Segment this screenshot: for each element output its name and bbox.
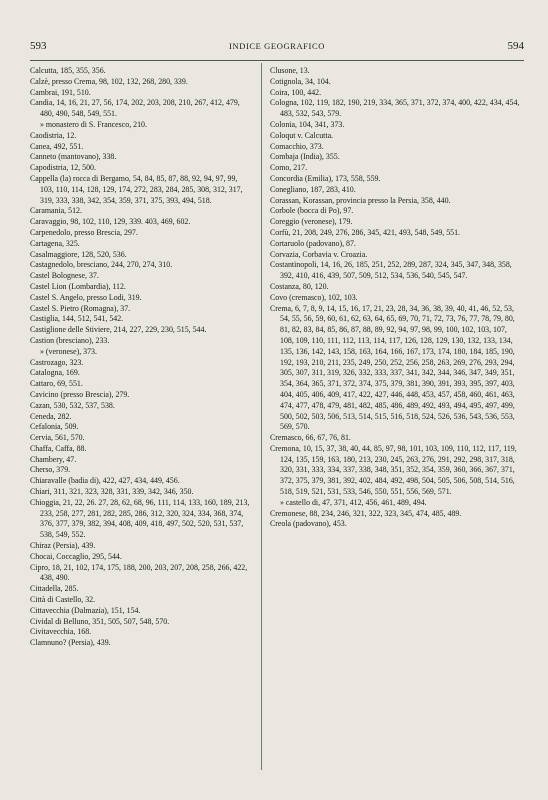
- index-entry: Capodistria, 12, 500.: [30, 163, 96, 173]
- index-entry: Castel S. Pietro (Romagna), 37.: [30, 303, 131, 313]
- index-entry: Cambrai, 191, 510.: [30, 87, 91, 97]
- index-entry: Cipro, 18, 21, 102, 174, 175, 188, 200, 203, 207, 208, 258, 266, 422, 438, 490.: [30, 562, 248, 583]
- index-entry: Crema, 6, 7, 8, 9, 14, 15, 16, 17, 21, 23, 28, 34, 36, 38, 39, 40, 41, 46, 52, 53, 54, 55, 56, 59, 60, 61, 62, 63, 64, 65, 69, 70, 71, 72, 73, 76, 77, 78, 79, 80, 81, 82, 83, 84, 85, 86, 87, 88, 89, 92, 94, 97, 98, 99, 100, 102, 103, 107, 108, 109, 110, 111, 112, 113, 114, 117, 126, 128, 129, 130, 132, 133, 134, 135, 136, 142, 143, 158, 163, 164, 166, 167, 173, 174, 180, 184, 185, 190, 192, 193, 210, 211, 235, 249, 250, 252, 256, 258, 263, 269, 276, 293, 294, 305, 307, 311, 319, 326, 332, 333, 337, 341, 342, 344, 346, 347, 349, 351, 354, 364, 365, 371, 372, 374, 375, 379, 381, 390, 391, 393, 395, 397, 403, 404, 405, 406, 409, 417, 422, 427, 446, 448, 453, 457, 458, 460, 461, 463, 474, 477, 478, 479, 481, 482, 485, 486, 489, 492, 493, 494, 495, 497, 499, 500, 502, 503, 506, 513, 514, 515, 516, 518, 524, 526, 536, 543, 536, 553, 569, 570.: [270, 303, 515, 432]
- index-entry: Colonia, 104, 341, 373.: [270, 119, 345, 129]
- index-entry: Cremonese, 88, 234, 246, 321, 322, 323, 345, 474, 485, 489.: [270, 508, 462, 518]
- index-entry: Cavicino (presso Brescia), 279.: [30, 389, 130, 399]
- header-rule: [30, 60, 524, 61]
- index-entry: Castagnedolo, bresciano, 244, 270, 274, 310.: [30, 260, 173, 270]
- index-entry: Chioggia, 21, 22, 26. 27, 28, 62, 68, 96, 111, 114, 133, 160, 189, 213, 233, 258, 277, 281, 282, 285, 286, 312, 320, 324, 334, 368, 374, 376, 377, 379, 382, 394, 408, 409, 418, 497, 502, 520, 531, 537, 538, 549, 552.: [30, 497, 250, 540]
- index-entry: Castel Bolognese, 37.: [30, 271, 99, 281]
- index-entry: Castrozago, 323.: [30, 357, 84, 367]
- index-entry: Città di Castello, 32.: [30, 595, 96, 605]
- index-entry: Carpenedolo, presso Brescia, 297.: [30, 227, 138, 237]
- index-entry: Cittavecchia (Dalmazia), 151, 154.: [30, 605, 141, 615]
- index-entry: Cremona, 10, 15, 37, 38, 40, 44, 85, 97, 98, 101, 103, 109, 110, 112, 117, 119, 124, 135, 159, 163, 180, 213, 230, 245, 263, 276, 291, 292, 298, 317, 318, 320, 331, 333, 334, 337, 338, 348, 351, 352, 354, 359, 360, 366, 367, 371, 372, 375, 379, 381, 392, 402, 484, 492, 498, 504, 505, 506, 508, 514, 516, 518, 519, 521, 531, 533, 546, 550, 551, 556, 569, 571.: [270, 443, 517, 497]
- index-entry: Cittadella, 285.: [30, 584, 79, 594]
- index-entry: Castel Lion (Lombardia), 112.: [30, 281, 126, 291]
- index-entry: Ceneda, 282.: [30, 411, 72, 421]
- index-entry: Calcutta, 185, 355, 356.: [30, 66, 106, 75]
- index-entry: Corbole (bocca di Po), 97.: [270, 206, 354, 216]
- left-index-column: [30, 66, 252, 649]
- index-entry: Cervia, 561, 570.: [30, 433, 85, 443]
- index-entry: Castel S. Angelo, presso Lodi, 319.: [30, 292, 142, 302]
- index-entry: Casalmaggiore, 128, 520, 536.: [30, 249, 127, 259]
- index-entry: Combaja (India), 355.: [270, 152, 340, 162]
- index-entry: Coira, 100, 442.: [270, 87, 322, 97]
- index-entry: Chiaravalle (badia di), 422, 427, 434, 449, 456.: [30, 476, 180, 486]
- index-entry: Cartagena, 325.: [30, 238, 80, 248]
- index-entry: Chiari, 311, 321, 323, 328, 331, 339, 342, 346, 350.: [30, 487, 194, 497]
- index-entry: Cotignola, 34, 104.: [270, 76, 331, 86]
- index-entry: Calzè, presso Crema, 98, 102, 132, 268, 280, 339.: [30, 76, 188, 86]
- index-entry: Clusone, 13.: [270, 66, 310, 75]
- index-entry: Chiraz (Persia), 439.: [30, 541, 96, 551]
- index-entry: Caravaggio, 98, 102, 110, 129, 339. 403, 469, 602.: [30, 217, 191, 227]
- index-subentry: » castello di, 47, 371, 412, 456, 461, 489, 494.: [280, 497, 427, 507]
- index-entry: Coreggio (veronese), 179.: [270, 217, 353, 227]
- index-entry: Costanza, 80, 120.: [270, 281, 329, 291]
- index-entry: Candia, 14, 16, 21, 27, 56, 174, 202, 203, 208, 210, 267, 412, 479, 480, 490, 548, 549, 551.: [30, 98, 240, 119]
- running-title: INDICE GEOGRAFICO: [229, 41, 325, 51]
- index-entry: Cattaro, 69, 551.: [30, 379, 83, 389]
- index-entry: Castiglione delle Stiviere, 214, 227, 229, 230, 515, 544.: [30, 325, 207, 335]
- index-entry: Caramania, 512.: [30, 206, 82, 216]
- index-entry: Corvazia, Corbavia v. Croazia.: [270, 249, 368, 259]
- right-page-number: 594: [507, 40, 524, 52]
- index-entry: Canneto (mantovano), 338.: [30, 152, 117, 162]
- index-entry: Cologna, 102, 119, 182, 190, 219, 334, 365, 371, 372, 374, 400, 422, 434, 454, 483, 532, 543, 579.: [270, 98, 520, 119]
- index-entry: Canea, 492, 551.: [30, 141, 84, 151]
- index-entry: Como, 217.: [270, 163, 308, 173]
- index-entry: Chambery, 47.: [30, 454, 77, 464]
- index-entry: Coloqut v. Calcutta.: [270, 130, 334, 140]
- index-entry: Cortaruolo (padovano), 87.: [270, 238, 356, 248]
- index-entry: Clamnuno? (Persia), 439.: [30, 638, 111, 648]
- right-index-column: [270, 66, 520, 530]
- index-entry: Comacchio, 373.: [270, 141, 324, 151]
- index-entry: Covo (cremasco), 102, 103.: [270, 292, 358, 302]
- index-entry: Chocai, Coccaglio, 295, 544.: [30, 551, 122, 561]
- index-entry: Concordia (Emilia), 173, 558, 559.: [270, 173, 381, 183]
- index-entry: Cremasco, 66, 67, 76, 81.: [270, 433, 351, 443]
- index-entry: Conegliano, 187, 283, 410.: [270, 184, 356, 194]
- page-header: [30, 40, 524, 56]
- index-entry: Corassan, Korassan, provincia presso la Persia, 358, 440.: [270, 195, 451, 205]
- column-divider: [261, 63, 262, 770]
- index-entry: Castiglia, 144, 512, 541, 542.: [30, 314, 124, 324]
- index-entry: Caodistria, 12.: [30, 130, 77, 140]
- index-entry: Costantinopoli, 14, 16, 26, 185, 251, 252, 289, 287, 324, 345, 347, 348, 358, 392, 410, 416, 439, 507, 509, 512, 534, 536, 540, 545, 547.: [270, 260, 512, 281]
- index-entry: Catalogna, 169.: [30, 368, 80, 378]
- index-entry: Cherso, 379.: [30, 465, 71, 475]
- index-subentry: » monastero di S. Francesco, 210.: [40, 119, 147, 129]
- index-entry: Corfù, 21, 208, 249, 276, 286, 345, 421, 493, 548, 549, 551.: [270, 227, 461, 237]
- index-entry: Creola (padovano), 453.: [270, 519, 347, 529]
- index-entry: Cazan, 530, 532, 537, 538.: [30, 400, 115, 410]
- index-entry: Cappella (la) rocca di Bergamo, 54, 84, 85, 87, 88, 92, 94, 97, 99, 103, 110, 114, 128, 129, 174, 272, 283, 284, 285, 308, 312, 317, 319, 333, 338, 342, 354, 359, 371, 375, 393, 494, 518.: [30, 173, 243, 205]
- left-page-number: 593: [30, 40, 47, 52]
- index-entry: Castion (bresciano), 233.: [30, 335, 110, 345]
- index-subentry: » (veronese), 373.: [40, 346, 97, 356]
- index-entry: Chaffa, Caffa, 88.: [30, 443, 87, 453]
- index-entry: Civitavecchia, 168.: [30, 627, 92, 637]
- index-entry: Cividal di Belluno, 351, 505, 507, 548, 570.: [30, 616, 170, 626]
- index-entry: Cefalonia, 509.: [30, 422, 79, 432]
